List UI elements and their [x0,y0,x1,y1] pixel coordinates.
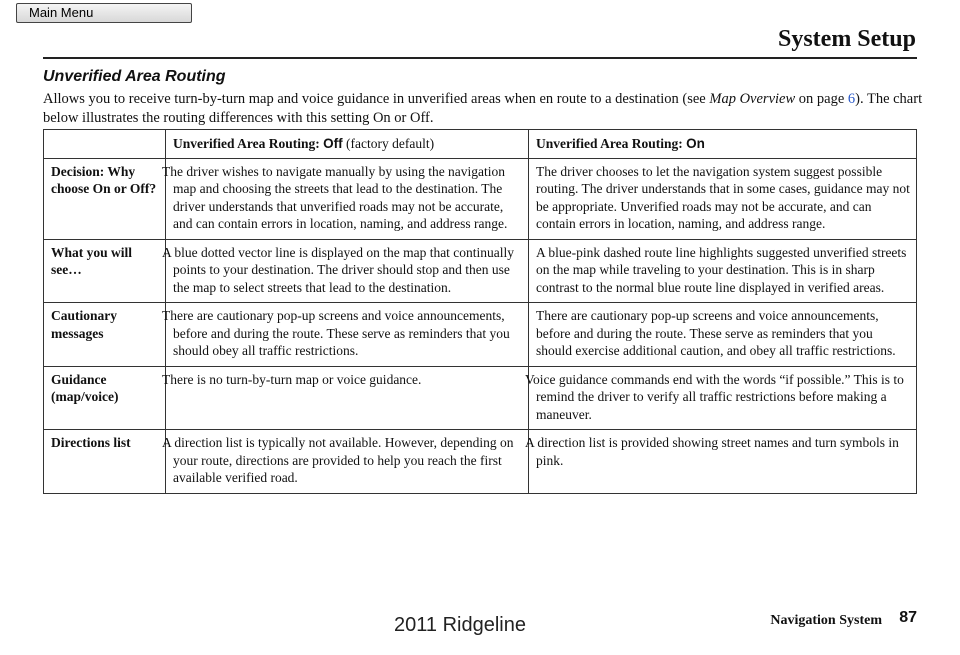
row-on-cell: There are cautionary pop-up screens and voice announcements, before and during the route. These serve as reminders that you should exercise additional caution, and obey all traffic restrictions. [529,303,917,367]
row-on-cell: A blue-pink dashed route line highlights suggested unverified streets on the map while traveling to your destination. This is in sharp contrast to the normal blue route line displayed in verified areas. [529,239,917,303]
row-off-cell: A direction list is typically not available. However, depending on your route, directions are provided to help you reach the first available verified road. [166,430,529,494]
intro-after: ). The chart below illustrates the routing differences with this setting On or Off. [43,91,923,126]
row-on-cell: Voice guidance commands end with the words “if possible.” This is to remind the driver to verify all traffic restrictions before making a maneuver. [529,366,917,430]
row-off-cell: A blue dotted vector line is displayed on the map that continually points to your destination. The driver should stop and then use the map to select streets that lead to the destination. [166,239,529,303]
header-on-prefix: Unverified Area Routing: [536,136,687,151]
table-row [44,430,917,494]
intro-on-page: on page [795,91,848,107]
header-off-prefix: Unverified Area Routing: [173,136,324,151]
section-heading: Unverified Area Routing [43,68,226,85]
routing-table [43,129,917,494]
intro-text: Allows you to receive turn-by-turn map and voice guidance in unverified areas when en route to a destination (see [43,91,710,107]
header-off-note: (factory default) [342,136,435,151]
row-label: Cautionary messages [44,303,166,367]
row-label: What you will see… [44,239,166,303]
header-off [166,130,529,159]
row-label: Guidance (map/voice) [44,366,166,430]
row-on-cell: A direction list is provided showing street names and turn symbols in pink. [529,430,917,494]
row-on-cell: The driver chooses to let the navigation system suggest possible routing. The driver understands that in some cases, guidance may not be appropriate. Unverified roads may not be accurate, and can contain errors in location, naming, and address range. [529,158,917,239]
row-label: Decision: Why choose On or Off? [44,158,166,239]
row-off-cell: There is no turn-by-turn map or voice guidance. [166,366,529,430]
footer-label: Navigation System [770,613,882,628]
row-label: Directions list [44,430,166,494]
header-on-value: On [686,136,705,151]
page-number: 87 [899,609,917,626]
table-row [44,366,917,430]
table-row [44,303,917,367]
title-divider [43,57,917,59]
intro-reference: Map Overview [709,91,796,107]
page-link[interactable]: 6 [847,91,856,107]
row-off-cell: The driver wishes to navigate manually by using the navigation map and choosing the streets that lead to the destination. The driver understands that unverified roads may not be accurate, and can contain errors in location, naming, and address range. [166,158,529,239]
main-menu-button[interactable]: Main Menu [16,3,192,23]
header-empty-cell [44,130,166,159]
table-row [44,239,917,303]
row-off-cell: There are cautionary pop-up screens and voice announcements, before and during the route. These serve as reminders that you should obey all traffic restrictions. [166,303,529,367]
page-title: System Setup [777,26,916,52]
intro-paragraph [43,90,923,128]
header-off-value: Off [323,136,343,151]
header-on [529,130,917,159]
table-header-row [44,130,917,159]
table-row [44,158,917,239]
watermark: 2011 Ridgeline [394,614,526,636]
